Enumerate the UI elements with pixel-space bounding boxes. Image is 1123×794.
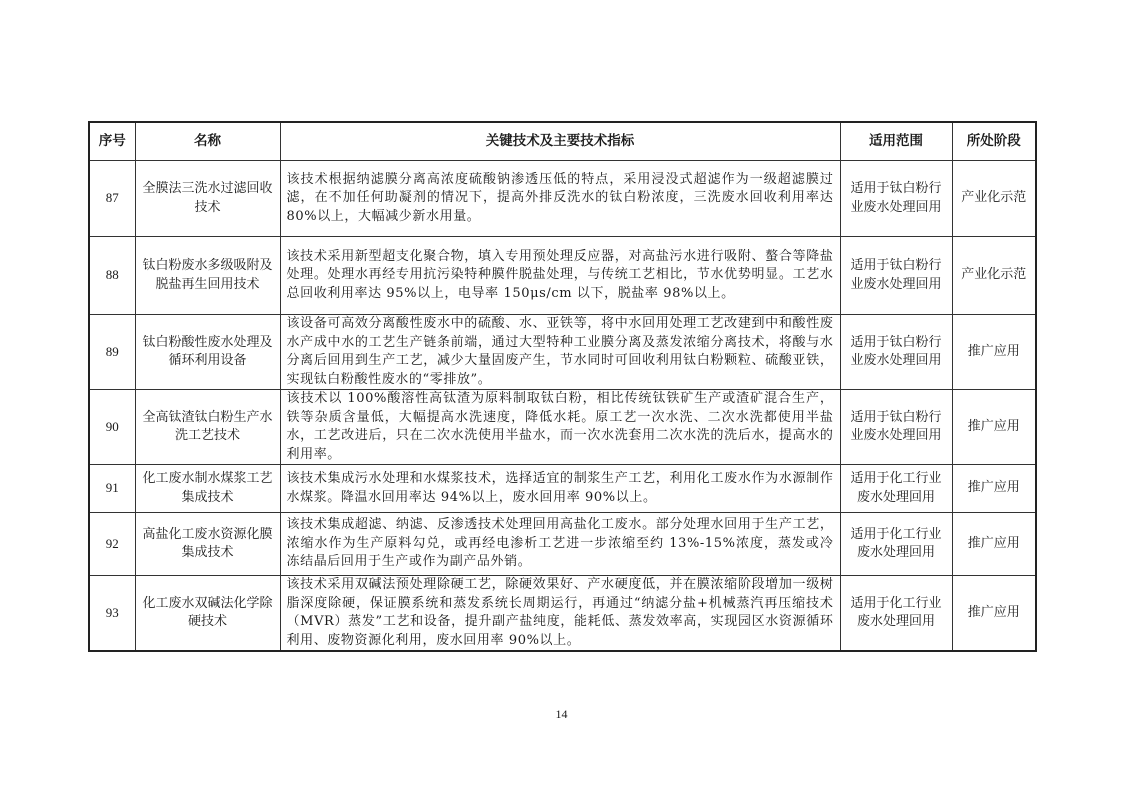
row-number: 93 <box>89 576 135 652</box>
tech-description: 该技术根据纳滤膜分离高浓度硫酸钠渗透压低的特点，采用浸没式超滤作为一级超滤膜过滤，在不加任何助凝剂的情况下，提高外排反洗水的钛白粉浓度，三洗废水回收利用率达80%以上，大幅减少新水用量。 <box>280 161 840 237</box>
stage: 推广应用 <box>952 315 1036 390</box>
applicable-scope: 适用于化工行业废水处理回用 <box>840 513 952 576</box>
row-number: 87 <box>89 161 135 237</box>
applicable-scope: 适用于钛白粉行业废水处理回用 <box>840 390 952 465</box>
tech-name: 钛白粉废水多级吸附及脱盐再生回用技术 <box>135 237 280 315</box>
applicable-scope: 适用于化工行业废水处理回用 <box>840 576 952 652</box>
tech-description: 该技术采用新型超支化聚合物，填入专用预处理反应器，对高盐污水进行吸附、螯合等降盐处理。处理水再经专用抗污染特种膜件脱盐处理，与传统工艺相比，节水优势明显。工艺水总回收利用率达 95%以上，电导率 150μs/cm 以下，脱盐率 98%以上。 <box>280 237 840 315</box>
row-number: 91 <box>89 465 135 513</box>
row-number: 92 <box>89 513 135 576</box>
header-key-tech: 关键技术及主要技术指标 <box>280 122 840 161</box>
row-number: 89 <box>89 315 135 390</box>
row-number: 88 <box>89 237 135 315</box>
tech-description: 该技术集成污水处理和水煤浆技术，选择适宜的制浆生产工艺，利用化工废水作为水源制作水煤浆。降温水回用率达 94%以上，废水回用率 90%以上。 <box>280 465 840 513</box>
tech-name: 全膜法三洗水过滤回收技术 <box>135 161 280 237</box>
applicable-scope: 适用于化工行业废水处理回用 <box>840 465 952 513</box>
table-header-row <box>89 122 1036 161</box>
tech-description: 该技术集成超滤、纳滤、反渗透技术处理回用高盐化工废水。部分处理水回用于生产工艺，浓缩水作为生产原料勾兑，或再经电渗析工艺进一步浓缩至约 13%-15%浓度，蒸发或冷冻结晶后回用于生产或作为副产品外销。 <box>280 513 840 576</box>
applicable-scope: 适用于钛白粉行业废水处理回用 <box>840 161 952 237</box>
header-scope: 适用范围 <box>840 122 952 161</box>
tech-description: 该技术采用双碱法预处理除硬工艺，除硬效果好、产水硬度低，并在膜浓缩阶段增加一级树脂深度除硬，保证膜系统和蒸发系统长周期运行，再通过“纳滤分盐+机械蒸汽再压缩技术（MVR）蒸发”工艺和设备，提升副产盐纯度，能耗低、蒸发效率高，实现园区水资源循环利用、废物资源化利用，废水回用率 90%以上。 <box>280 576 840 652</box>
tech-name: 化工废水双碱法化学除硬技术 <box>135 576 280 652</box>
table-row <box>89 237 1036 315</box>
technology-table <box>88 121 1037 652</box>
stage: 产业化示范 <box>952 161 1036 237</box>
tech-name: 全高钛渣钛白粉生产水洗工艺技术 <box>135 390 280 465</box>
tech-description: 该设备可高效分离酸性废水中的硫酸、水、亚铁等，将中水回用处理工艺改建到中和酸性废水产成中水的工艺生产链条前端，通过大型特种工业膜分离及蒸发浓缩分离技术，将酸与水分离后回用到生产工艺，减少大量固废产生，节水同时可回收利用钛白粉颗粒、硫酸亚铁，实现钛白粉酸性废水的“零排放”。 <box>280 315 840 390</box>
row-number: 90 <box>89 390 135 465</box>
tech-name: 钛白粉酸性废水处理及循环利用设备 <box>135 315 280 390</box>
stage: 推广应用 <box>952 390 1036 465</box>
tech-description: 该技术以 100%酸溶性高钛渣为原料制取钛白粉，相比传统钛铁矿生产或渣矿混合生产，铁等杂质含量低，大幅提高水洗速度，降低水耗。原工艺一次水洗、二次水洗都使用半盐水，工艺改进后，只在二次水洗使用半盐水，而一次水洗套用二次水洗的洗后水，提高水的利用率。 <box>280 390 840 465</box>
table-row <box>89 390 1036 465</box>
header-no: 序号 <box>89 122 135 161</box>
header-stage: 所处阶段 <box>952 122 1036 161</box>
header-name: 名称 <box>135 122 280 161</box>
applicable-scope: 适用于钛白粉行业废水处理回用 <box>840 237 952 315</box>
table-row <box>89 465 1036 513</box>
table-row <box>89 513 1036 576</box>
table-row <box>89 161 1036 237</box>
applicable-scope: 适用于钛白粉行业废水处理回用 <box>840 315 952 390</box>
table-row <box>89 315 1036 390</box>
stage: 推广应用 <box>952 513 1036 576</box>
tech-name: 化工废水制水煤浆工艺集成技术 <box>135 465 280 513</box>
stage: 推广应用 <box>952 465 1036 513</box>
stage: 推广应用 <box>952 576 1036 652</box>
table-row <box>89 576 1036 652</box>
stage: 产业化示范 <box>952 237 1036 315</box>
tech-name: 高盐化工废水资源化膜集成技术 <box>135 513 280 576</box>
page-number: 14 <box>555 707 568 721</box>
